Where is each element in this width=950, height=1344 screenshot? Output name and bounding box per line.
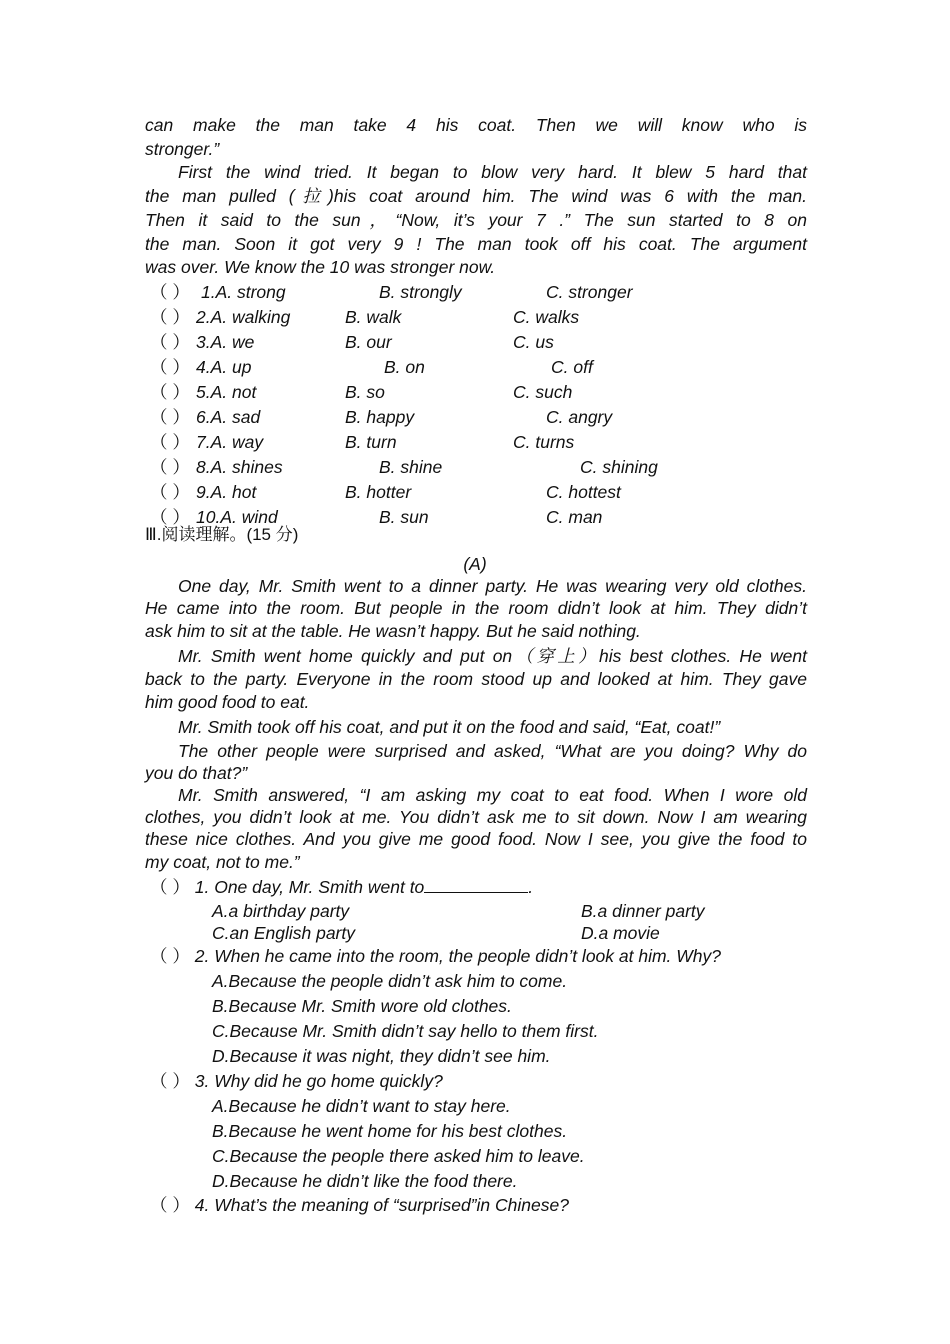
answer-paren[interactable]: （ ） [150, 1071, 190, 1091]
passage-line-3: ask him to sit at the table. He wasn’t happy. But he said nothing. [145, 621, 641, 641]
option-c: C.an English party [212, 923, 355, 943]
option-d: D.Because it was night, they didn’t see him. [212, 1046, 551, 1066]
answer-paren[interactable]: （ ） [150, 432, 190, 452]
question-4 [150, 1193, 569, 1217]
answer-paren[interactable]: （ ） [150, 382, 190, 402]
question-1 [150, 875, 533, 899]
option-b: B. strongly [379, 282, 462, 302]
option-b: B. so [345, 382, 385, 402]
option-b: B. shine [379, 457, 443, 477]
cloze-line-2: stronger.” [145, 139, 220, 159]
passage-line-8: The other people were surprised and asked, “What are you doing? Why do [178, 741, 807, 761]
option-c: C.Because Mr. Smith didn’t say hello to them first. [212, 1021, 599, 1041]
question-stem-end: . [528, 877, 534, 897]
option-c: C. turns [513, 432, 575, 452]
passage-line-12: these nice clothes. And you give me good food. Now I see, you give the food to [145, 829, 807, 849]
passage-line-10: Mr. Smith answered, “I am asking my coat to eat food. When I wore old [178, 785, 807, 805]
option-c: C. walks [513, 307, 580, 327]
option-b: B. our [345, 332, 392, 352]
answer-paren[interactable]: （ ） [150, 507, 190, 527]
option-b: B. happy [345, 407, 415, 427]
passage-line-2: He came into the room. But people in the room didn’t look at him. They didn’t [145, 598, 807, 618]
option-c: C. man [546, 507, 603, 527]
option-a: 6.A. sad [196, 407, 261, 427]
passage-label: (A) [463, 554, 487, 574]
option-b: B. on [384, 357, 425, 377]
answer-paren[interactable]: （ ） [150, 946, 190, 966]
option-a: 4.A. up [196, 357, 252, 377]
option-b: B. walk [345, 307, 402, 327]
answer-paren[interactable]: （ ） [150, 457, 190, 477]
option-a: 10.A. wind [196, 507, 278, 527]
answer-paren[interactable]: （ ） [150, 482, 190, 502]
question-2 [150, 944, 721, 968]
question-stem: 4. What’s the meaning of “surprised”in Chinese? [194, 1195, 569, 1215]
passage-line-7: Mr. Smith took off his coat, and put it on the food and said, “Eat, coat!” [178, 717, 721, 737]
question-stem: 1. One day, Mr. Smith went to [194, 877, 425, 897]
passage-line-6: him good food to eat. [145, 692, 310, 712]
question-stem: 2. When he came into the room, the people didn’t look at him. Why? [194, 946, 722, 966]
option-a: 7.A. way [196, 432, 264, 452]
option-b: B. sun [379, 507, 429, 527]
option-a: 9.A. hot [196, 482, 257, 502]
passage-line-5: back to the party. Everyone in the room stood up and looked at him. They gave [145, 669, 807, 689]
cloze-line-4: the man pulled (拉)his coat around him. The wind was 6 with the man. [145, 186, 807, 206]
option-a: 5.A. not [196, 382, 257, 402]
option-d: D.Because he didn’t like the food there. [212, 1171, 518, 1191]
option-b: B. turn [345, 432, 397, 452]
option-a: 1.A. strong [201, 282, 286, 302]
answer-paren[interactable]: （ ） [150, 357, 190, 377]
question-3 [150, 1069, 443, 1093]
option-a: A.a birthday party [212, 901, 350, 921]
option-b: B.Because Mr. Smith wore old clothes. [212, 996, 512, 1016]
option-c: C.Because the people there asked him to leave. [212, 1146, 585, 1166]
answer-blank[interactable] [424, 876, 528, 893]
passage-line-4: Mr. Smith went home quickly and put on（穿上）his best clothes. He went [178, 646, 807, 666]
passage-line-1: One day, Mr. Smith went to a dinner party. He was wearing very old clothes. [178, 576, 807, 596]
option-a: A.Because the people didn’t ask him to come. [212, 971, 568, 991]
option-a: 8.A. shines [196, 457, 283, 477]
cloze-line-1: can make the man take 4 his coat. Then we will know who is [145, 115, 807, 135]
option-c: C. shining [580, 457, 658, 477]
option-b: B.Because he went home for his best clothes. [212, 1121, 568, 1141]
passage-line-11: clothes, you didn’t look at me. You didn’t ask me to sit down. Now I am wearing [145, 807, 807, 827]
option-a: A.Because he didn’t want to stay here. [212, 1096, 511, 1116]
cloze-line-6: the man. Soon it got very 9 ! The man took off his coat. The argument [145, 234, 807, 254]
answer-paren[interactable]: （ ） [150, 282, 190, 302]
option-c: C. angry [546, 407, 613, 427]
cloze-line-5: Then it said to the sun，“Now, it’s your 7 .” The sun started to 8 on [145, 210, 807, 230]
option-d: D.a movie [581, 923, 660, 943]
passage-line-13: my coat, not to me.” [145, 852, 300, 872]
cloze-line-7: was over. We know the 10 was stronger now. [145, 257, 496, 277]
option-c: C. off [551, 357, 593, 377]
option-c: C. us [513, 332, 554, 352]
section-heading: Ⅲ.阅读理解。(15 分) [145, 525, 299, 544]
option-a: 2.A. walking [196, 307, 291, 327]
answer-paren[interactable]: （ ） [150, 1195, 190, 1215]
option-b: B. hotter [345, 482, 412, 502]
cloze-line-3: First the wind tried. It began to blow very hard. It blew 5 hard that [178, 162, 807, 182]
answer-paren[interactable]: （ ） [150, 407, 190, 427]
answer-paren[interactable]: （ ） [150, 307, 190, 327]
option-c: C. stronger [546, 282, 633, 302]
answer-paren[interactable]: （ ） [150, 877, 190, 897]
option-a: 3.A. we [196, 332, 255, 352]
passage-line-9: you do that?” [145, 763, 248, 783]
answer-paren[interactable]: （ ） [150, 332, 190, 352]
question-stem: 3. Why did he go home quickly? [194, 1071, 443, 1091]
option-b: B.a dinner party [581, 901, 705, 921]
option-c: C. hottest [546, 482, 621, 502]
option-c: C. such [513, 382, 573, 402]
